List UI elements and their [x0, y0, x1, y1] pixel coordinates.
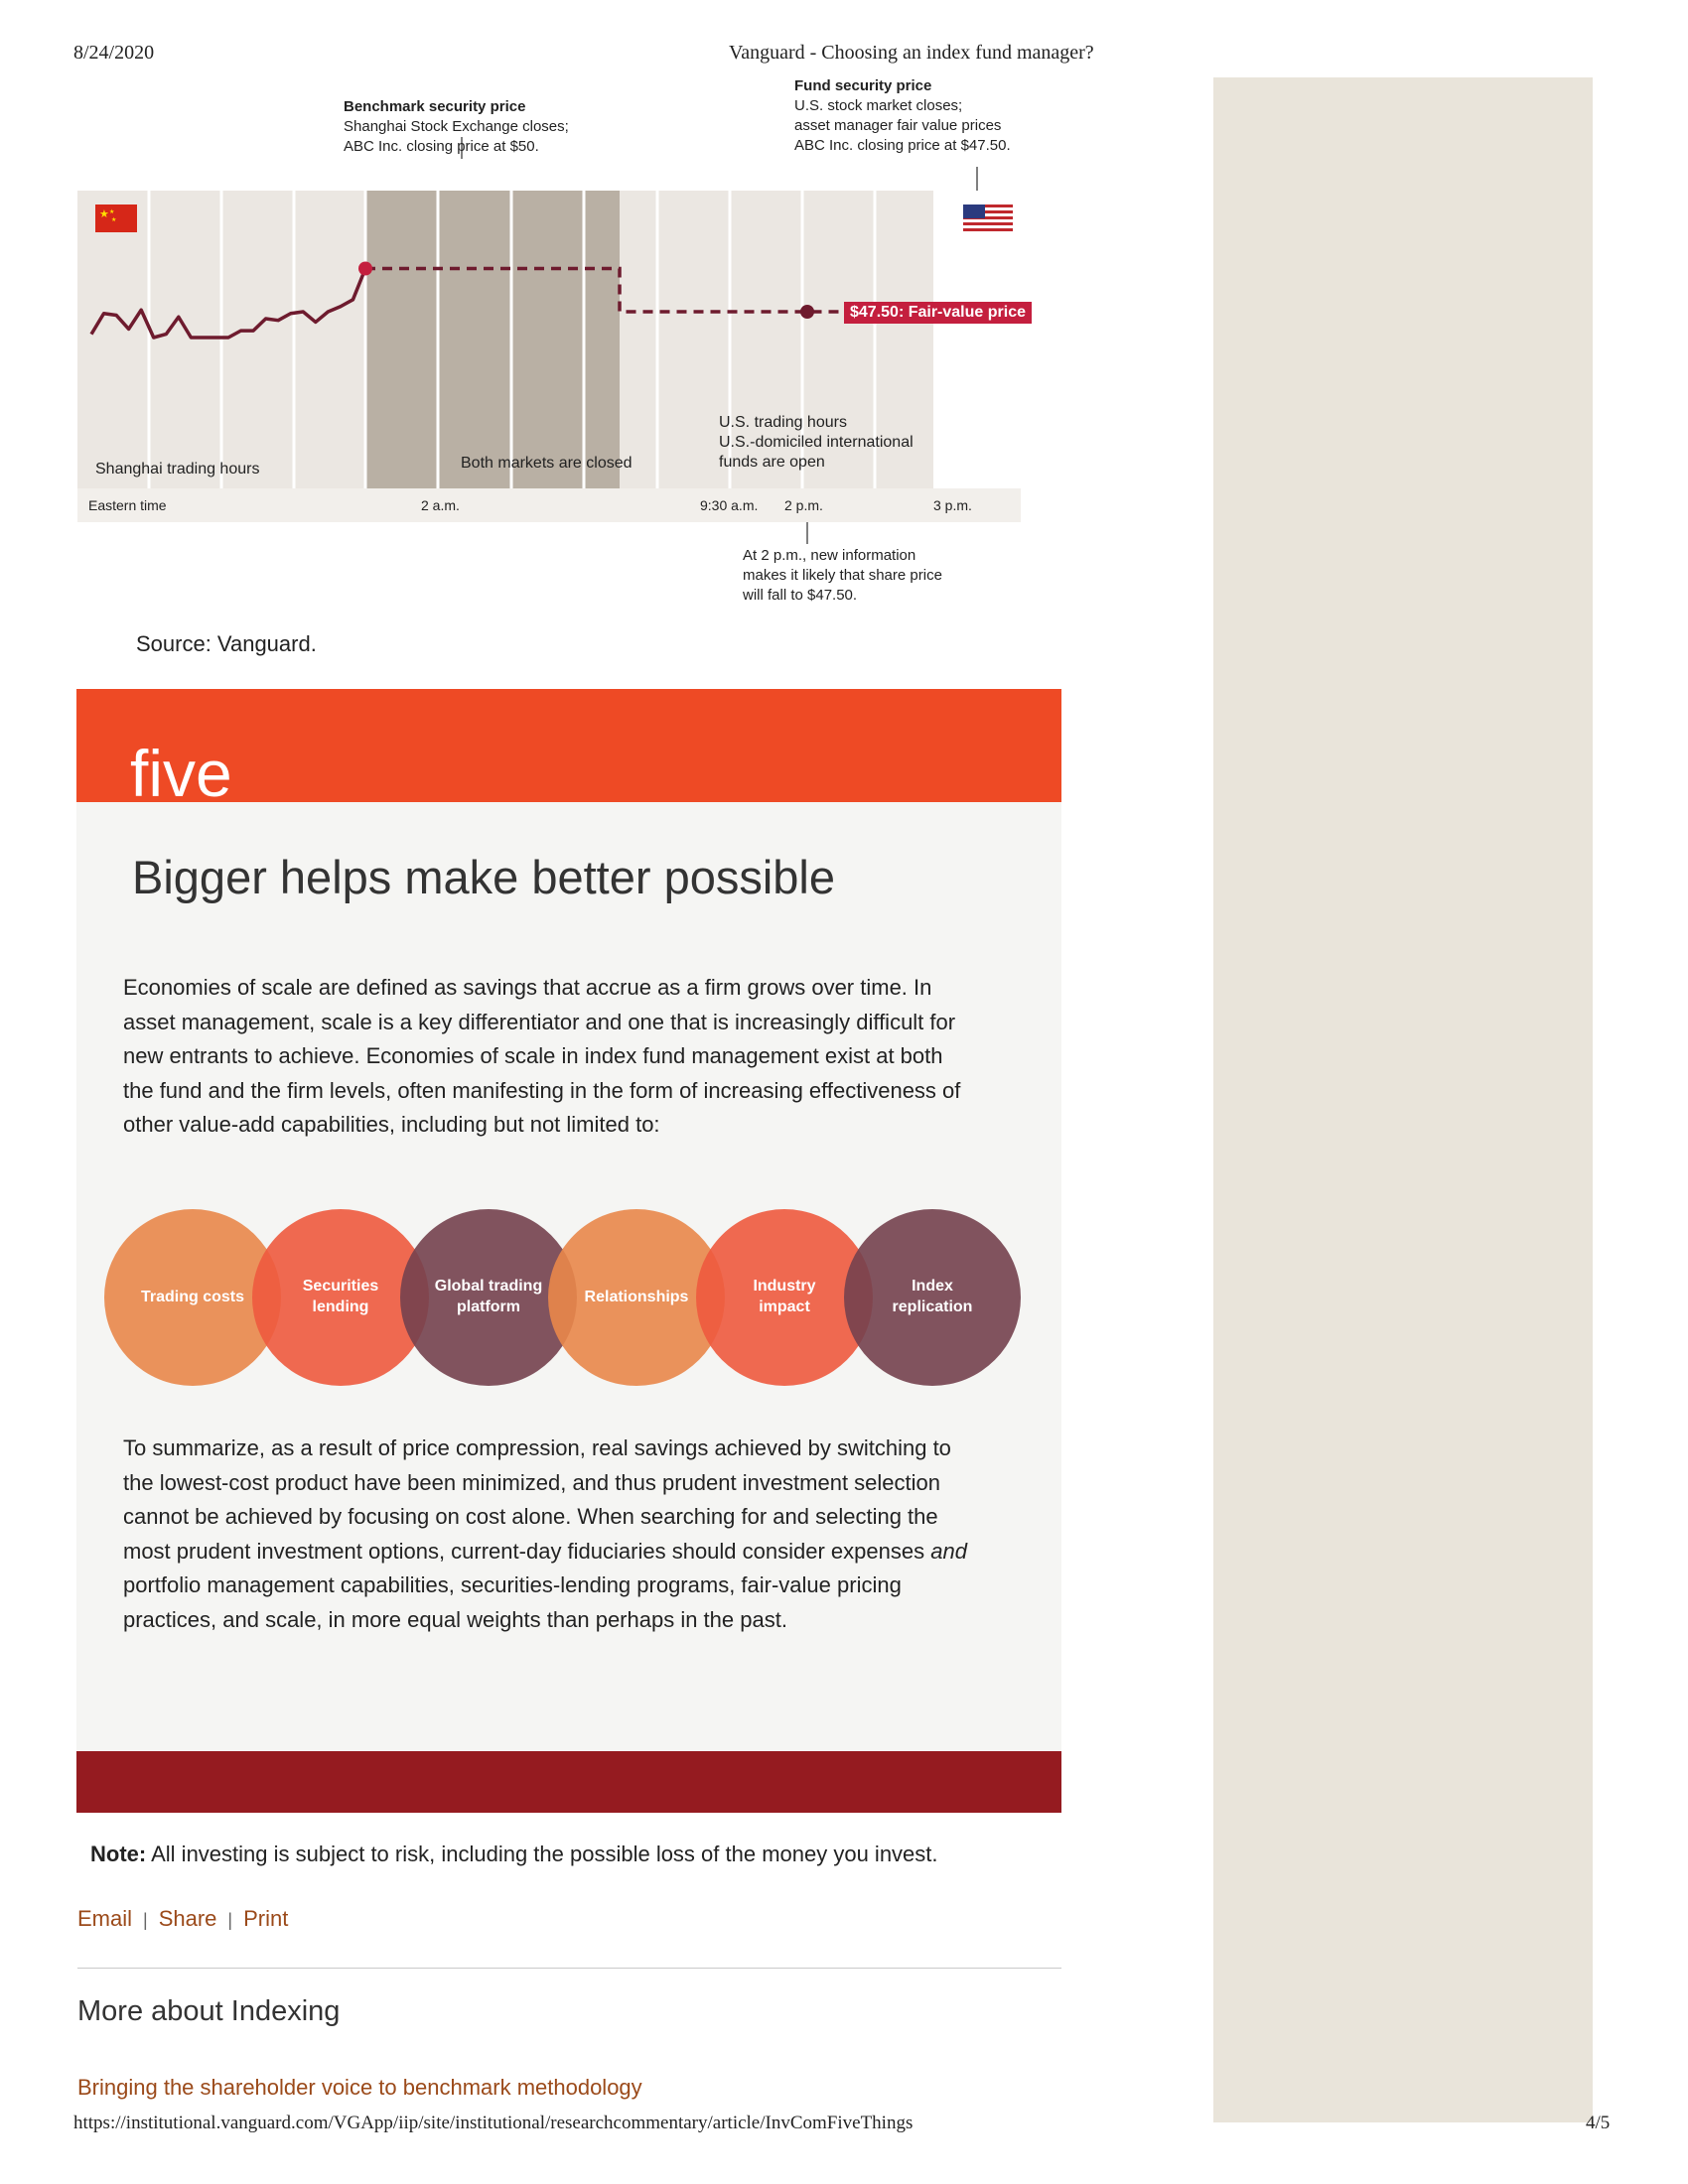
risk-note — [90, 1842, 938, 1867]
summary-emphasis: and — [930, 1538, 967, 1564]
capabilities-diagram — [104, 1207, 1038, 1388]
email-link[interactable]: Email — [77, 1906, 133, 1931]
note-label: Note: — [90, 1842, 147, 1866]
both-closed-label: Both markets are closed — [461, 455, 633, 472]
axis-tick: 2 p.m. — [784, 497, 823, 513]
separator: | — [227, 1910, 233, 1930]
section-number-band — [76, 689, 1061, 802]
fund-line-2: asset manager fair value prices — [794, 117, 1002, 134]
callout-line-1: At 2 p.m., new information — [743, 547, 916, 564]
summary-text-2: portfolio management capabilities, securities-lending programs, fair-value pricing practices, and scale, in more equal weights than perhaps in the past. — [123, 1572, 902, 1632]
us-hours-line-2: U.S.-domiciled international — [719, 434, 914, 451]
section-intro: Economies of scale are defined as savings that accrue as a firm grows over time. In asset management, scale is a key differentiator and one that is increasingly difficult for new entrants to achieve. Economies of scale in index fund management exist at both the fund and the firm levels, often manifesting in the form of increasing effectiveness of other value-add capabilities, including but not limited to: — [123, 975, 961, 1138]
more-about-title: More about Indexing — [77, 1995, 341, 2027]
capability-label: Industry impact — [753, 1278, 816, 1315]
section-heading: Bigger helps make better possible — [132, 851, 836, 903]
benchmark-line-2: ABC Inc. closing price at $50. — [344, 138, 539, 155]
fair-value-chart — [77, 69, 1070, 635]
print-page-number: 4/5 — [1586, 2113, 1611, 2133]
us-flag-icon — [963, 205, 1013, 232]
us-hours-line-1: U.S. trading hours — [719, 414, 847, 431]
capability-label: Relationships — [584, 1289, 689, 1305]
section-number-word: five — [130, 737, 232, 802]
svg-text:★: ★ — [109, 208, 115, 215]
shanghai-hours-label: Shanghai trading hours — [95, 461, 260, 478]
separator: | — [143, 1910, 148, 1930]
summary-text-1: To summarize, as a result of price compression, real savings achieved by switching to the lowest-cost product have been minimized, and thus prudent investment selection cannot be achieved by focusing on cost alone. When searching for and selecting the most prudent investment options, current-day fiduciaries should consider expenses — [123, 1435, 951, 1564]
benchmark-line-1: Shanghai Stock Exchange closes; — [344, 118, 569, 135]
china-flag-icon — [95, 205, 137, 232]
fair-value-point — [800, 305, 814, 319]
benchmark-annotation — [344, 97, 569, 157]
section-summary — [123, 1432, 977, 1638]
axis-label: Eastern time — [88, 497, 167, 513]
related-article-link[interactable]: Bringing the shareholder voice to benchmark methodology — [77, 2075, 642, 2100]
share-actions — [77, 1906, 288, 1932]
capability-label: Global trading platform — [434, 1278, 543, 1315]
svg-text:★: ★ — [99, 207, 109, 220]
axis-strip — [77, 488, 1021, 522]
benchmark-title: Benchmark security price — [344, 98, 526, 115]
share-link[interactable]: Share — [158, 1906, 217, 1931]
print-url: https://institutional.vanguard.com/VGApp/iip/site/institutional/researchcommentary/article/InvComFiveThings — [73, 2113, 914, 2133]
print-date: 8/24/2020 — [73, 42, 155, 64]
section-footer-band — [76, 1751, 1061, 1813]
fund-annotation — [794, 76, 1011, 156]
note-text: All investing is subject to risk, including the possible loss of the money you invest. — [146, 1842, 938, 1866]
fund-line-3: ABC Inc. closing price at $47.50. — [794, 137, 1011, 154]
callout-line-2: makes it likely that share price — [743, 567, 942, 584]
chart-source: Source: Vanguard. — [136, 631, 317, 656]
fair-value-tag: $47.50: Fair-value price — [844, 302, 1032, 324]
us-hours-line-3: funds are open — [719, 454, 825, 471]
capability-label: Trading costs — [140, 1289, 245, 1305]
divider — [77, 1968, 1061, 1969]
axis-tick: 2 a.m. — [421, 497, 460, 513]
fund-title: Fund security price — [794, 77, 932, 94]
svg-text:★: ★ — [111, 216, 117, 223]
callout-line-3: will fall to $47.50. — [743, 587, 858, 604]
capability-label: Index replication — [892, 1278, 973, 1315]
print-link[interactable]: Print — [243, 1906, 289, 1931]
capability-label: Securities lending — [302, 1278, 379, 1315]
benchmark-close-point — [358, 262, 372, 276]
axis-tick: 3 p.m. — [933, 497, 972, 513]
print-title: Vanguard - Choosing an index fund manager? — [729, 42, 1094, 64]
axis-tick: 9:30 a.m. — [700, 497, 759, 513]
fund-line-1: U.S. stock market closes; — [794, 97, 963, 114]
us-hours-label — [719, 413, 914, 473]
right-sidebar — [1213, 77, 1593, 2122]
callout-annotation — [743, 546, 942, 606]
closed-hours-band — [365, 191, 620, 488]
